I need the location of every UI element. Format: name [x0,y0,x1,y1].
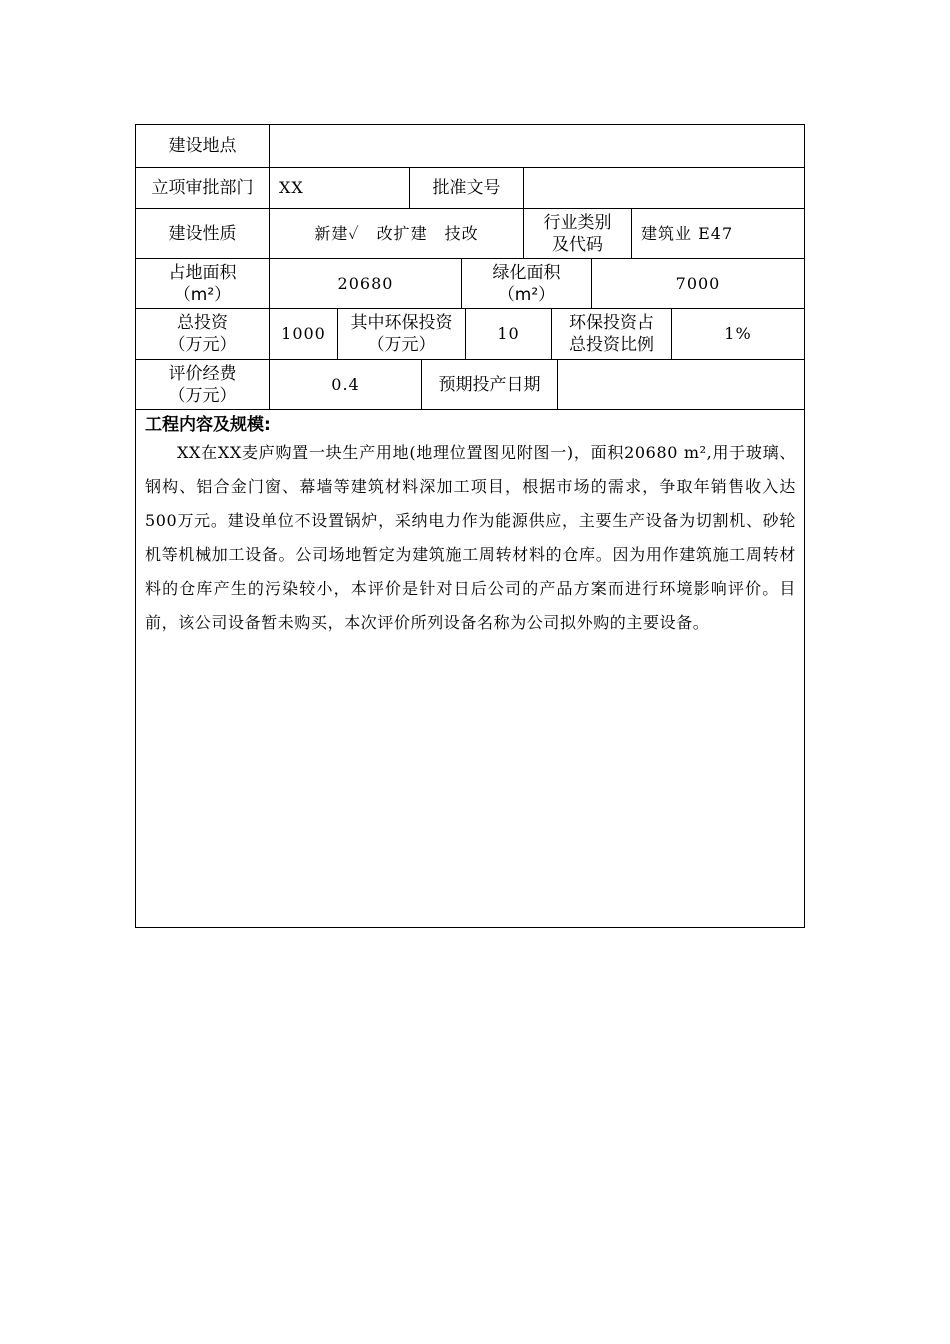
row-investment [136,309,804,360]
row-evaluation-fee [136,360,804,410]
env-investment-label-line1: 其中环保投资 [350,313,453,333]
approval-dept-value: XX [270,168,410,208]
row-location [136,125,804,168]
land-area-value: 20680 [270,259,462,308]
project-info-form [135,124,805,928]
total-investment-value: 1000 [270,309,338,359]
construction-nature-label: 建设性质 [136,209,270,258]
green-area-value: 7000 [675,273,721,293]
env-investment-label [338,309,466,359]
row-construction-nature [136,209,804,259]
project-content-body: XX在XX麦庐购置一块生产用地(地理位置图见附图一)，面积20680 m²,用于玻璃、钢构、铝合金门窗、幕墙等建筑材料深加工项目，根据市场的需求，争取年销售收入达500万元。建设单位不设置锅炉，采纳电力作为能源供应，主要生产设备为切割机、砂轮机等机械加工设备。公司场地暂定为建筑施工周转材料的仓库。因为用作建筑施工周转材料的仓库产生的污染较小，本评价是针对日后公司的产品方案而进行环境影响评价。目前，该公司设备暂未购买，本次评价所列设备名称为公司拟外购的主要设备。 [145,443,796,632]
location-value [270,125,804,167]
project-content-title: 工程内容及规模: [145,415,271,435]
env-investment-value: 10 [466,309,552,359]
green-area-label-line2: （m²） [497,284,556,305]
industry-code-label-line1: 行业类别 [543,212,612,233]
total-investment-label-line1: 总投资 [177,313,228,333]
production-date-label: 预期投产日期 [422,360,558,409]
env-ratio-label-line1: 环保投资占 [569,313,654,333]
row-approval-dept [136,168,804,209]
land-area-label-line1: 占地面积 [168,262,237,283]
env-ratio-value: 1% [724,324,752,343]
industry-code-value: 建筑业 E47 [641,223,734,243]
industry-code-label-line2: 及代码 [552,234,603,255]
env-ratio-label [552,309,672,359]
project-content-section [136,410,804,640]
row-area [136,259,804,309]
production-date-value [558,360,804,409]
evaluation-fee-label-line1: 评价经费 [168,363,237,384]
total-investment-label-line2: （万元） [168,335,237,355]
land-area-label [136,259,270,308]
approval-number-label: 批准文号 [410,168,524,208]
construction-nature-value: 新建✓ 改扩建 技改 [270,209,524,258]
total-investment-label [136,309,270,359]
location-label: 建设地点 [136,125,270,167]
approval-number-value [524,168,804,208]
green-area-label-line1: 绿化面积 [492,262,561,283]
approval-dept-label: 立项审批部门 [136,168,270,208]
evaluation-fee-value: 0.4 [270,360,422,409]
env-investment-label-line2: （万元） [367,335,436,355]
green-area-label [462,259,592,308]
env-ratio-label-line2: 总投资比例 [569,335,654,355]
industry-code-label [524,209,632,258]
land-area-label-line2: （m²） [173,284,232,305]
evaluation-fee-label [136,360,270,409]
evaluation-fee-label-line2: （万元） [168,385,237,406]
